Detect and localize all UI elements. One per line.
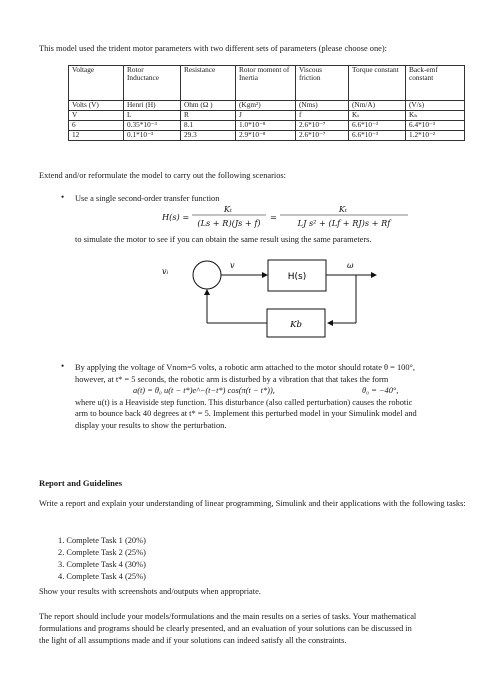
perturbation-equation: a(t) = θ₀ u(t − t*)e^−(t−t*) cos(π(t − t*)), [133, 386, 275, 396]
table-row [69, 121, 465, 131]
block-diagram [150, 252, 380, 347]
final-line: formulations and programs should be clearly presented, and an evaluation of your solutions can be discussed in [39, 624, 412, 633]
table-cell: f [296, 111, 349, 121]
header-cell: Resistance [181, 66, 236, 101]
table-cell: L [124, 111, 181, 121]
table-row [69, 131, 465, 141]
bullet-dot: • [61, 361, 65, 371]
table-cell: Henri (H) [124, 101, 181, 111]
scenarios-intro: Extend and/or reformulate the model to carry out the following scenarios: [39, 171, 286, 180]
table-cell: R [181, 111, 236, 121]
final-line: the light of all assumptions made and if your solutions can indeed satisfy all the constraints. [39, 636, 347, 645]
table-cell: Volts (V) [69, 101, 124, 111]
bullet2-line: By applying the voltage of Vnom=5 volts, a robotic arm attached to the motor should rotate θ = 100°, [75, 363, 415, 372]
output-label: ω [347, 261, 354, 270]
formula-equals: = [270, 212, 277, 222]
table-cell: 1.2*10⁻² [406, 131, 465, 141]
final-paragraph [39, 611, 481, 647]
feedback-label: Kb [290, 320, 302, 330]
table-cell: Kₕ [406, 111, 465, 121]
transfer-function-formula [162, 204, 412, 230]
table-cell: 0.35*10⁻³ [124, 121, 181, 131]
bullet-dot: • [61, 192, 65, 202]
header-cell: Voltage [69, 66, 124, 101]
bullet2-line: where u(t) is a Heaviside step function. This disturbance (also called perturbation) causes the robotic [75, 397, 413, 407]
table-cell: (Kgm²) [236, 101, 296, 111]
table-cell: (V/s) [406, 101, 465, 111]
theta0-equation: θ₀ = −40°, [362, 386, 399, 396]
table-cell: 1.0*10⁻⁸ [236, 121, 296, 131]
table-cell: 2.9*10⁻⁸ [236, 131, 296, 141]
header-cell: Back-emf constant [406, 66, 465, 101]
input-label: vᵢ [162, 267, 169, 276]
table-cell: 6.6*10⁻³ [349, 131, 406, 141]
bullet2-line: however, at t* = 5 seconds, the robotic arm is disturbed by a vibration that that takes the form [75, 374, 389, 384]
list-item: 4. Complete Task 4 (25%) [58, 572, 146, 581]
parameter-table [68, 65, 465, 141]
header-cell: Viscous friction [296, 66, 349, 101]
list-item: 2. Complete Task 2 (25%) [58, 548, 146, 557]
fraction1-denominator: (Ls + R)(Js + f) [197, 218, 261, 228]
table-cell: (Nm/A) [349, 101, 406, 111]
table-cell: 6 [69, 121, 124, 131]
table-header-row [69, 66, 465, 101]
list-item: 3. Complete Task 4 (30%) [58, 560, 146, 569]
table-row [69, 101, 465, 111]
formula-lhs: H(s) = [162, 212, 190, 222]
bullet2-text [75, 362, 487, 432]
table-cell: 29.3 [181, 131, 236, 141]
table-cell: Ohm (Ω ) [181, 101, 236, 111]
results-instruction: Show your results with screenshots and/outputs when appropriate. [39, 587, 261, 596]
table-cell: 6.4*10⁻³ [406, 121, 465, 131]
table-cell: J [236, 111, 296, 121]
table-cell: 2.6*10⁻⁷ [296, 131, 349, 141]
plant-label: H(s) [287, 272, 307, 282]
table-cell: 2.6*10⁻⁷ [296, 121, 349, 131]
table-cell: V [69, 111, 124, 121]
report-paragraph: Write a report and explain your understanding of linear programming, Simulink and their applications with the following tasks: [39, 499, 466, 508]
fraction2-numerator: Kₜ [338, 204, 348, 214]
bullet2-line: display your results to show the perturbation. [75, 420, 227, 430]
table-cell: 8.1 [181, 121, 236, 131]
table-cell: Kₜ [349, 111, 406, 121]
report-heading: Report and Guidelines [39, 478, 123, 488]
bullet2-equation-row [75, 385, 487, 397]
list-item: 1. Complete Task 1 (20%) [58, 536, 146, 545]
intro-text: This model used the trident motor parameters with two different sets of parameters (please choose one): [39, 44, 387, 53]
voltage-label: v [230, 261, 235, 270]
fraction1-numerator: Kₜ [223, 204, 233, 214]
header-cell: Torque constant [349, 66, 406, 101]
bullet2-line: arm to bounce back 40 degrees at t* = 5. Implement this perturbed model in your Simulink model and [75, 409, 417, 419]
header-cell: Rotor moment of Inertia [236, 66, 296, 101]
bullet1-line1: Use a single second-order transfer function [75, 194, 220, 203]
fraction2-denominator: LJ s² + (Lf + RJ)s + Rf [297, 218, 391, 228]
table-row [69, 111, 465, 121]
task-list [58, 535, 146, 583]
table-cell: (Nms) [296, 101, 349, 111]
table-cell: 6.6*10⁻³ [349, 121, 406, 131]
final-line: The report should include your models/formulations and the main results on a series of tasks. Your mathematical [39, 612, 417, 621]
summing-junction [193, 261, 221, 289]
table-cell: 12 [69, 131, 124, 141]
header-cell: Rotor Inductance [124, 66, 181, 101]
bullet1-line2: to simulate the motor to see if you can obtain the same result using the same parameters. [75, 235, 372, 244]
table-cell: 0.1*10⁻³ [124, 131, 181, 141]
